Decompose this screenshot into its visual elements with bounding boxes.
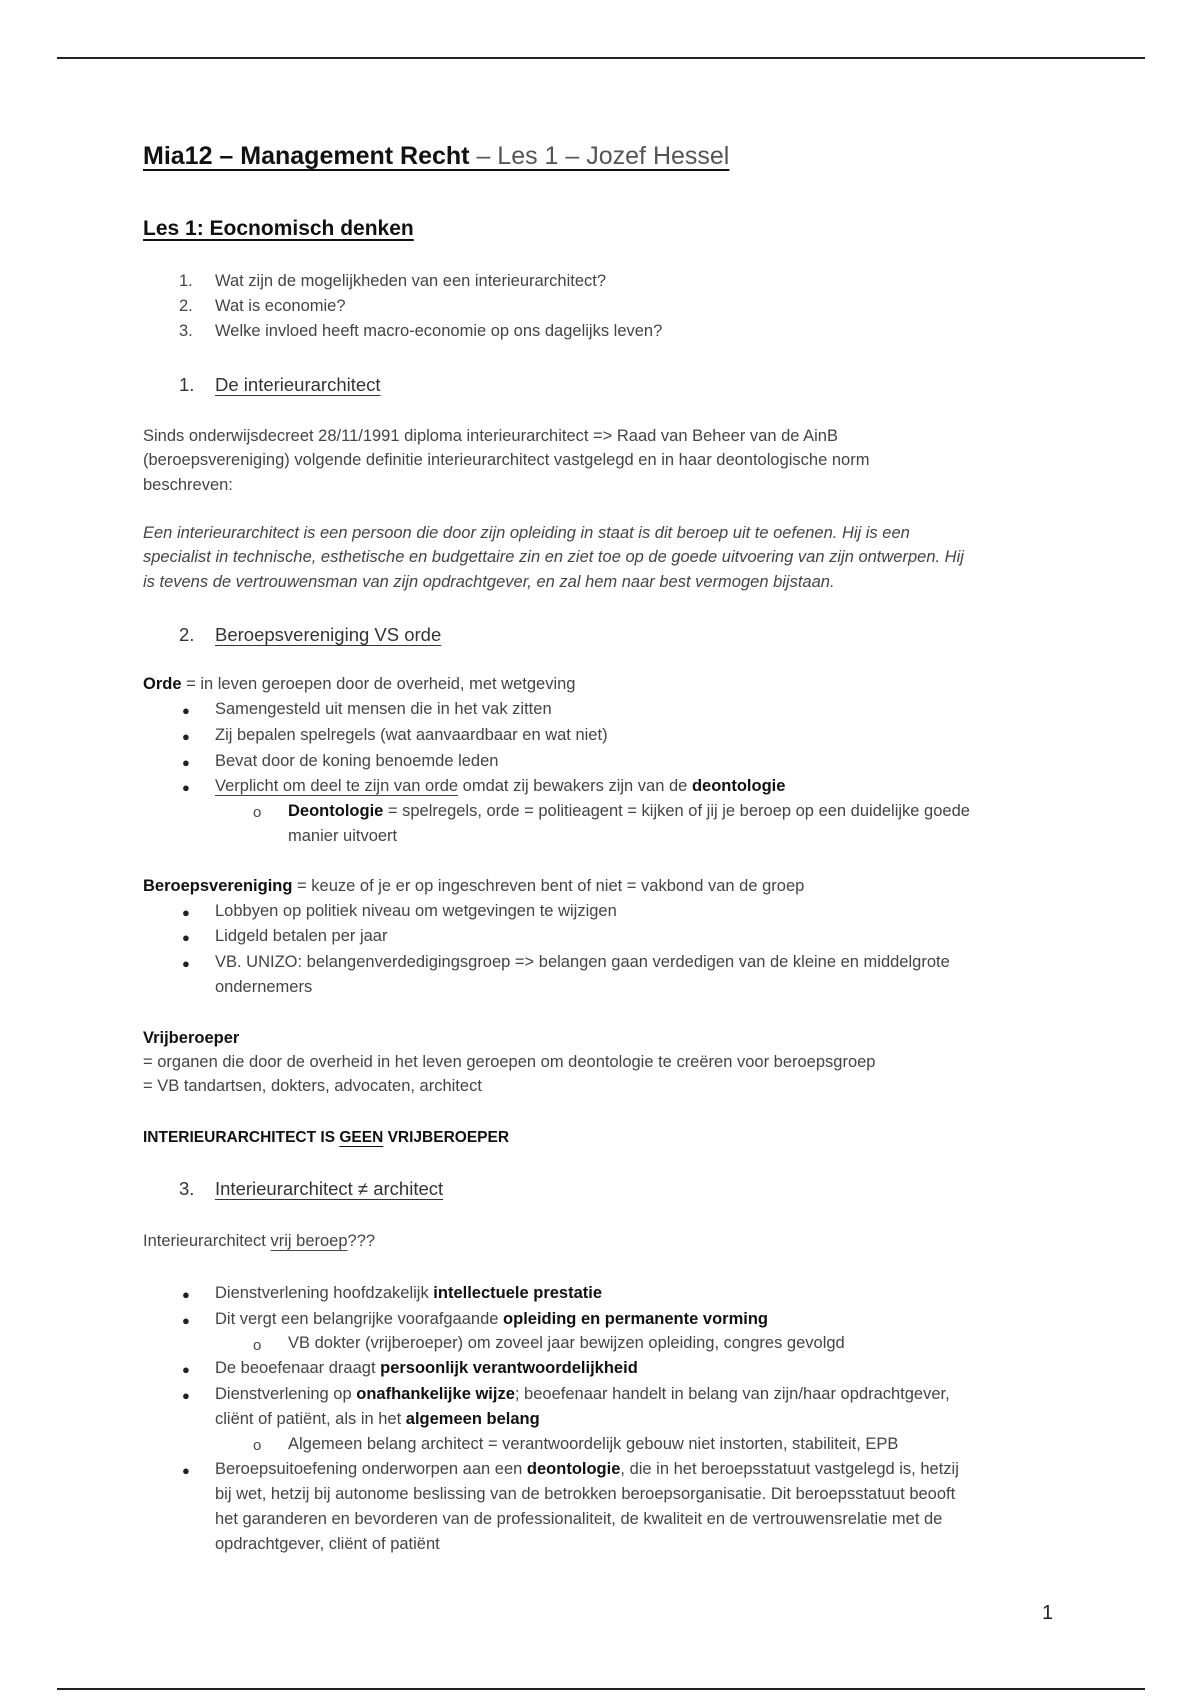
section-number: 2. xyxy=(179,624,195,645)
list-item: Bevat door de koning benoemde leden xyxy=(215,752,499,770)
paragraph-line: beschreven: xyxy=(143,476,233,494)
question-line: Interieurarchitect vrij beroep??? xyxy=(143,1232,376,1250)
bullet-icon: ● xyxy=(182,905,190,920)
list-item-continued: ondernemers xyxy=(215,978,313,996)
sub-bullet-icon: o xyxy=(253,1437,262,1454)
question-text: Welke invloed heeft macro-economie op ons dagelijks leven? xyxy=(215,322,663,340)
sub-list-item: VB dokter (vrijberoeper) om zoveel jaar bewijzen opleiding, congres gevolgd xyxy=(288,1334,845,1352)
list-item: Lidgeld betalen per jaar xyxy=(215,927,388,945)
vrijberoeper-label: Vrijberoeper xyxy=(143,1029,240,1047)
definition-line: is tevens de vertrouwensman van zijn opdrachtgever, en zal hem naar best vermogen bijstaan. xyxy=(143,573,835,591)
header-rule xyxy=(57,57,1145,59)
question-number: 1. xyxy=(179,272,193,290)
paragraph-line: = organen die door de overheid in het leven geroepen om deontologie te creëren voor beroepsgroep xyxy=(143,1053,876,1071)
bullet-icon: ● xyxy=(182,1463,190,1478)
emphasis-statement: INTERIEURARCHITECT IS GEEN VRIJBEROEPER xyxy=(143,1129,510,1146)
bullet-icon: ● xyxy=(182,1388,190,1403)
list-item: Verplicht om deel te zijn van orde omdat zij bewakers zijn van de deontologie xyxy=(215,777,786,795)
list-item: Dienstverlening op onafhankelijke wijze; beoefenaar handelt in belang van zijn/haar opdrachtgever, xyxy=(215,1385,950,1403)
list-item-continued: cliënt of patiënt, als in het algemeen belang xyxy=(215,1410,540,1428)
list-item-continued: het garanderen en bevorderen van de professionaliteit, de kwaliteit en de vertrouwensrelatie met de xyxy=(215,1510,943,1528)
bullet-icon: ● xyxy=(182,930,190,945)
question-number: 3. xyxy=(179,322,193,340)
bullet-icon: ● xyxy=(182,729,190,744)
lesson-heading: Les 1: Eocnomisch denken xyxy=(143,217,414,240)
list-item: Beroepsuitoefening onderworpen aan een deontologie, die in het beroepsstatuut vastgelegd is, hetzij xyxy=(215,1460,959,1478)
page-number: 1 xyxy=(1042,1602,1054,1624)
sub-list-item: Algemeen belang architect = verantwoordelijk gebouw niet instorten, stabiliteit, EPB xyxy=(288,1435,899,1453)
list-item: VB. UNIZO: belangenverdedigingsgroep => belangen gaan verdedigen van de kleine en middelgrote xyxy=(215,953,950,971)
sub-list-item: Deontologie = spelregels, orde = politieagent = kijken of jij je beroep op een duidelijke goede xyxy=(288,802,970,820)
list-item: Lobbyen op politiek niveau om wetgevingen te wijzigen xyxy=(215,902,617,920)
orde-definition: Orde = in leven geroepen door de overheid, met wetgeving xyxy=(143,675,576,693)
bullet-icon: ● xyxy=(182,703,190,718)
sub-bullet-icon: o xyxy=(253,804,262,821)
list-item: Dit vergt een belangrijke voorafgaande opleiding en permanente vorming xyxy=(215,1310,768,1328)
definition-line: Een interieurarchitect is een persoon die door zijn opleiding in staat is dit beroep uit te oefenen. Hij is een xyxy=(143,524,910,542)
page-title: Mia12 – Management Recht – Les 1 – Jozef Hessel xyxy=(143,142,730,170)
section-heading: De interieurarchitect xyxy=(215,374,381,395)
beroepsvereniging-definition: Beroepsvereniging = keuze of je er op ingeschreven bent of niet = vakbond van de groep xyxy=(143,877,805,895)
definition-line: specialist in technische, esthetische en budgettaire zin en ziet toe op de goede uitvoering van zijn ontwerpen. Hij xyxy=(143,548,964,566)
question-text: Wat is economie? xyxy=(215,297,346,315)
bullet-icon: ● xyxy=(182,1313,190,1328)
sub-list-item-continued: manier uitvoert xyxy=(288,827,398,845)
footer-rule xyxy=(57,1688,1145,1690)
list-item-continued: bij wet, hetzij bij autonome beslissing van de betrokken beroepsorganisatie. Dit beroepsstatuut beooft xyxy=(215,1485,956,1503)
paragraph-line: (beroepsvereniging) volgende definitie interieurarchitect vastgelegd en in haar deontologische norm xyxy=(143,451,870,469)
section-number: 1. xyxy=(179,374,195,395)
list-item: Samengesteld uit mensen die in het vak zitten xyxy=(215,700,552,718)
bullet-icon: ● xyxy=(182,956,190,971)
question-text: Wat zijn de mogelijkheden van een interieurarchitect? xyxy=(215,272,607,290)
list-item: Dienstverlening hoofdzakelijk intellectuele prestatie xyxy=(215,1284,603,1302)
list-item: De beoefenaar draagt persoonlijk verantwoordelijkheid xyxy=(215,1359,638,1377)
list-item: Zij bepalen spelregels (wat aanvaardbaar en wat niet) xyxy=(215,726,608,744)
bullet-icon: ● xyxy=(182,1362,190,1377)
section-number: 3. xyxy=(179,1178,195,1199)
list-item-continued: opdrachtgever, cliënt of patiënt xyxy=(215,1535,440,1553)
bullet-icon: ● xyxy=(182,1287,190,1302)
section-heading: Interieurarchitect ≠ architect xyxy=(215,1178,444,1199)
section-heading: Beroepsvereniging VS orde xyxy=(215,624,442,645)
bullet-icon: ● xyxy=(182,780,190,795)
paragraph-line: = VB tandartsen, dokters, advocaten, architect xyxy=(143,1077,482,1095)
question-number: 2. xyxy=(179,297,193,315)
paragraph-line: Sinds onderwijsdecreet 28/11/1991 diploma interieurarchitect => Raad van Beheer van de AinB xyxy=(143,427,838,445)
sub-bullet-icon: o xyxy=(253,1337,262,1354)
bullet-icon: ● xyxy=(182,755,190,770)
